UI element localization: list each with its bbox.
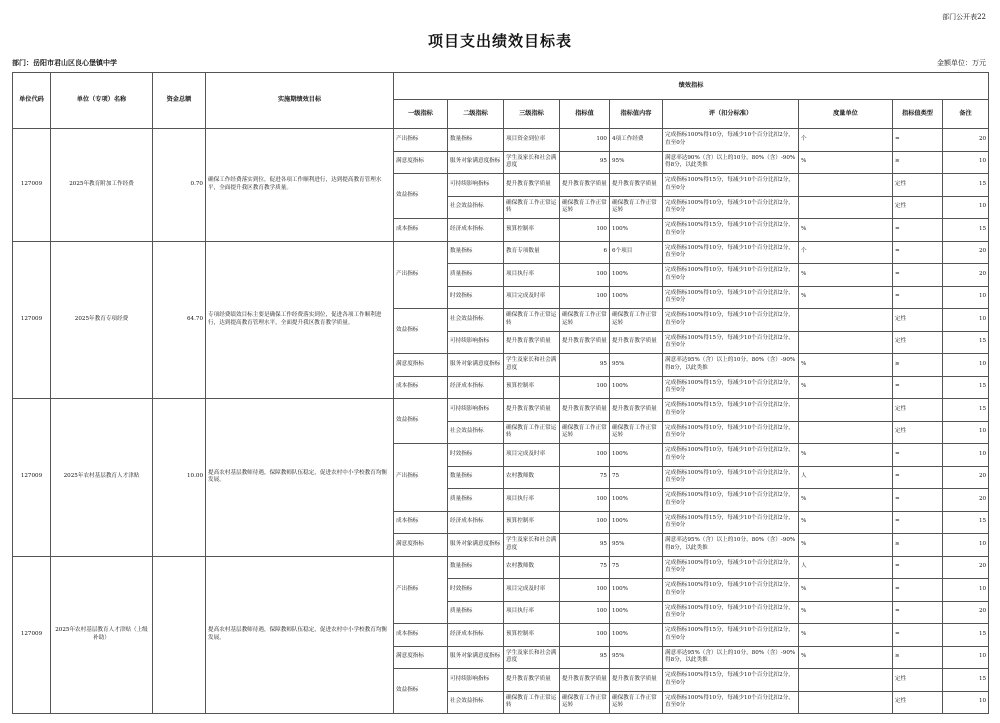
note-score: 15	[943, 331, 989, 354]
indicator-value: 100	[560, 286, 610, 309]
indicator-value: 确保教育工作正常运转	[560, 196, 610, 219]
col-name: 单位（专项）名称	[51, 73, 153, 129]
indicator-value: 提升教育教学质量	[560, 669, 610, 692]
indicator-content: 100%	[610, 579, 663, 602]
value-type: ≥	[893, 151, 943, 174]
level3-indicator: 学生及家长和社会满意度	[504, 151, 560, 174]
indicator-content: 75	[610, 556, 663, 579]
level3-indicator: 确保教育工作正常运转	[504, 309, 560, 332]
note-score: 20	[943, 466, 989, 489]
measure-unit	[799, 174, 893, 197]
value-type: 定性	[893, 399, 943, 422]
level3-indicator: 确保教育工作正常运转	[504, 691, 560, 714]
scoring-standard: 满意率达90%（含）以上的10分，80%（含）-90%得8分，以此类推	[663, 151, 799, 174]
level3-indicator: 提升教育教学质量	[504, 174, 560, 197]
scoring-standard: 完成指标100%得10分，每减少10个百分比扣2分，直至0分	[663, 601, 799, 624]
measure-unit: 个	[799, 241, 893, 264]
value-type: =	[893, 624, 943, 647]
value-type: =	[893, 601, 943, 624]
measure-unit	[799, 691, 893, 714]
indicator-content: 100%	[610, 444, 663, 467]
indicator-value: 提升教育教学质量	[560, 174, 610, 197]
indicator-value: 100	[560, 444, 610, 467]
level2-indicator: 服务对象满意度指标	[448, 151, 504, 174]
col-l2: 二级指标	[448, 100, 504, 129]
indicator-content: 100%	[610, 489, 663, 512]
scoring-standard: 完成指标100%得10分，每减少10个百分比扣2分，直至0分	[663, 196, 799, 219]
level3-indicator: 提升教育教学质量	[504, 331, 560, 354]
note-score: 15	[943, 376, 989, 399]
value-type: ≥	[893, 354, 943, 377]
indicator-content: 确保教育工作正常运转	[610, 196, 663, 219]
measure-unit: %	[799, 151, 893, 174]
indicator-content: 确保教育工作正常运转	[610, 421, 663, 444]
note-score: 20	[943, 129, 989, 152]
level3-indicator: 项目完成及时率	[504, 444, 560, 467]
level1-indicator: 效益指标	[394, 399, 448, 444]
measure-unit: %	[799, 219, 893, 242]
level3-indicator: 项目执行率	[504, 489, 560, 512]
indicator-content: 4项工作经费	[610, 129, 663, 152]
note-score: 20	[943, 489, 989, 512]
indicator-content: 100%	[610, 601, 663, 624]
indicator-content: 确保教育工作正常运转	[610, 691, 663, 714]
indicator-value: 确保教育工作正常运转	[560, 309, 610, 332]
note-score: 10	[943, 534, 989, 557]
note-score: 10	[943, 309, 989, 332]
level2-indicator: 数量指标	[448, 129, 504, 152]
indicator-value: 100	[560, 624, 610, 647]
col-val: 指标值	[560, 100, 610, 129]
scoring-standard: 完成指标100%得10分，每减少10个百分比扣2分，直至0分	[663, 421, 799, 444]
indicator-content: 提升教育教学质量	[610, 174, 663, 197]
level2-indicator: 社会效益指标	[448, 196, 504, 219]
level3-indicator: 学生及家长和社会满意度	[504, 646, 560, 669]
level2-indicator: 社会效益指标	[448, 309, 504, 332]
scoring-standard: 完成指标100%得10分，每减少10个百分比扣2分，直至0分	[663, 466, 799, 489]
scoring-standard: 满意率达95%（含）以上的10分，80%（含）-90%得8分，以此类推	[663, 534, 799, 557]
value-type: ≥	[893, 646, 943, 669]
indicator-content: 100%	[610, 624, 663, 647]
indicator-content: 100%	[610, 264, 663, 287]
indicator-content: 95%	[610, 534, 663, 557]
level1-indicator: 成本指标	[394, 376, 448, 399]
level1-indicator: 成本指标	[394, 219, 448, 242]
level2-indicator: 可持续影响指标	[448, 399, 504, 422]
note-score: 20	[943, 556, 989, 579]
project-goal: 专项经费绩效目标主要是确保工作经费落实到位，促进各项工作顺利进行，达到提高教育管理水平，全面提升我区教育教学质量。	[206, 241, 394, 399]
measure-unit: %	[799, 579, 893, 602]
scoring-standard: 完成指标100%得15分，每减少10个百分比扣2分，直至0分	[663, 624, 799, 647]
indicator-content: 75	[610, 466, 663, 489]
indicator-content: 提升教育教学质量	[610, 331, 663, 354]
measure-unit: %	[799, 264, 893, 287]
value-type: ≥	[893, 534, 943, 557]
value-type: =	[893, 511, 943, 534]
indicator-value: 95	[560, 151, 610, 174]
level3-indicator: 项目执行率	[504, 601, 560, 624]
col-code: 单位代码	[13, 73, 51, 129]
measure-unit	[799, 309, 893, 332]
level2-indicator: 服务对象满意度指标	[448, 354, 504, 377]
level2-indicator: 社会效益指标	[448, 691, 504, 714]
indicator-value: 确保教育工作正常运转	[560, 421, 610, 444]
project-goal: 提高农村基层教师待遇，保障教师队伍稳定，促进农村中小学校教育均衡发展。	[206, 399, 394, 557]
note-score: 20	[943, 601, 989, 624]
note-score: 15	[943, 219, 989, 242]
performance-table	[12, 72, 989, 714]
scoring-standard: 完成指标100%得10分，每减少10个百分比扣2分，直至0分	[663, 129, 799, 152]
level1-indicator: 满意度指标	[394, 534, 448, 557]
level3-indicator: 项目资金到位率	[504, 129, 560, 152]
indicator-value: 75	[560, 466, 610, 489]
scoring-standard: 完成指标100%得10分，每减少10个百分比扣2分，直至0分	[663, 286, 799, 309]
scoring-standard: 完成指标100%得15分，每减少10个百分比扣2分，直至0分	[663, 174, 799, 197]
project-name: 2025年教育附加工作经费	[51, 129, 153, 242]
form-number: 部门公开表22	[942, 13, 986, 21]
level1-indicator: 效益指标	[394, 174, 448, 219]
value-type: =	[893, 376, 943, 399]
measure-unit: 人	[799, 556, 893, 579]
indicator-value: 100	[560, 129, 610, 152]
measure-unit	[799, 399, 893, 422]
level3-indicator: 预算控制率	[504, 624, 560, 647]
level1-indicator: 满意度指标	[394, 646, 448, 669]
value-type: =	[893, 579, 943, 602]
level2-indicator: 可持续影响指标	[448, 331, 504, 354]
level3-indicator: 预算控制率	[504, 376, 560, 399]
level3-indicator: 确保教育工作正常运转	[504, 196, 560, 219]
value-type: =	[893, 444, 943, 467]
level2-indicator: 时效指标	[448, 579, 504, 602]
project-amount: 64.70	[153, 241, 206, 399]
level2-indicator: 时效指标	[448, 444, 504, 467]
level3-indicator: 学生及家长和社会满意度	[504, 354, 560, 377]
level2-indicator: 经济成本指标	[448, 376, 504, 399]
value-type: =	[893, 241, 943, 264]
scoring-standard: 完成指标100%得10分，每减少10个百分比扣2分，直至0分	[663, 241, 799, 264]
scoring-standard: 完成指标100%得10分，每减少10个百分比扣2分，直至0分	[663, 556, 799, 579]
project-amount: 0.70	[153, 129, 206, 242]
measure-unit	[799, 331, 893, 354]
indicator-value: 100	[560, 264, 610, 287]
scoring-standard: 完成指标100%得15分，每减少10个百分比扣2分，直至0分	[663, 331, 799, 354]
measure-unit	[799, 196, 893, 219]
col-vtype: 指标值类型	[893, 100, 943, 129]
indicator-value: 100	[560, 579, 610, 602]
col-l3: 三级指标	[504, 100, 560, 129]
indicator-content: 100%	[610, 511, 663, 534]
value-type: =	[893, 219, 943, 242]
value-type: 定性	[893, 421, 943, 444]
table-row	[13, 556, 989, 579]
value-type: 定性	[893, 309, 943, 332]
scoring-standard: 完成指标100%得10分，每减少10个百分比扣2分，直至0分	[663, 691, 799, 714]
measure-unit: %	[799, 354, 893, 377]
level3-indicator: 确保教育工作正常运转	[504, 421, 560, 444]
indicator-content: 提升教育教学质量	[610, 399, 663, 422]
col-eval: 评（扣分标准）	[663, 100, 799, 129]
value-type: 定性	[893, 331, 943, 354]
indicator-value: 6	[560, 241, 610, 264]
scoring-standard: 完成指标100%得10分，每减少10个百分比扣2分，直至0分	[663, 264, 799, 287]
measure-unit: %	[799, 489, 893, 512]
measure-unit: 人	[799, 466, 893, 489]
level3-indicator: 预算控制率	[504, 511, 560, 534]
project-name: 2025年教育专项经费	[51, 241, 153, 399]
project-goal: 提高农村基层教师待遇，保障教师队伍稳定，促进农村中小学校教育均衡发展。	[206, 556, 394, 714]
value-type: =	[893, 466, 943, 489]
scoring-standard: 完成指标100%得10分，每减少10个百分比扣2分，直至0分	[663, 309, 799, 332]
indicator-value: 100	[560, 489, 610, 512]
level3-indicator: 农村教师数	[504, 466, 560, 489]
indicator-content: 100%	[610, 219, 663, 242]
unit-code: 127009	[13, 556, 51, 714]
indicator-value: 100	[560, 511, 610, 534]
note-score: 10	[943, 421, 989, 444]
level1-indicator: 效益指标	[394, 669, 448, 714]
level2-indicator: 数量指标	[448, 466, 504, 489]
level2-indicator: 质量指标	[448, 264, 504, 287]
indicator-content: 提升教育教学质量	[610, 669, 663, 692]
measure-unit: 个	[799, 129, 893, 152]
value-type: =	[893, 556, 943, 579]
note-score: 15	[943, 399, 989, 422]
measure-unit: %	[799, 444, 893, 467]
measure-unit: %	[799, 376, 893, 399]
value-type: =	[893, 129, 943, 152]
amount-unit-label: 金额单位：万元	[937, 59, 986, 67]
col-amount: 资金总额	[153, 73, 206, 129]
table-row	[13, 129, 989, 152]
indicator-value: 确保教育工作正常运转	[560, 691, 610, 714]
value-type: 定性	[893, 669, 943, 692]
note-score: 15	[943, 174, 989, 197]
note-score: 10	[943, 579, 989, 602]
level2-indicator: 服务对象满意度指标	[448, 646, 504, 669]
value-type: 定性	[893, 691, 943, 714]
level2-indicator: 时效指标	[448, 286, 504, 309]
level1-indicator: 成本指标	[394, 511, 448, 534]
indicator-content: 95%	[610, 354, 663, 377]
col-goal: 实施期绩效目标	[206, 73, 394, 129]
scoring-standard: 完成指标100%得10分，每减少10个百分比扣2分，直至0分	[663, 444, 799, 467]
note-score: 10	[943, 646, 989, 669]
indicator-value: 提升教育教学质量	[560, 399, 610, 422]
level3-indicator: 农村教师数	[504, 556, 560, 579]
scoring-standard: 满意率达95%（含）以上的10分，80%（含）-90%得8分，以此类推	[663, 354, 799, 377]
level1-indicator: 成本指标	[394, 624, 448, 647]
indicator-value: 75	[560, 556, 610, 579]
scoring-standard: 完成指标100%得15分，每减少10个百分比扣2分，直至0分	[663, 511, 799, 534]
indicator-value: 95	[560, 354, 610, 377]
value-type: =	[893, 286, 943, 309]
note-score: 15	[943, 511, 989, 534]
value-type: =	[893, 264, 943, 287]
level3-indicator: 项目完成及时率	[504, 286, 560, 309]
indicator-value: 提升教育教学质量	[560, 331, 610, 354]
measure-unit: %	[799, 646, 893, 669]
note-score: 15	[943, 669, 989, 692]
level2-indicator: 数量指标	[448, 556, 504, 579]
indicator-content: 95%	[610, 646, 663, 669]
level1-indicator: 满意度指标	[394, 354, 448, 377]
indicator-value: 100	[560, 601, 610, 624]
indicator-value: 95	[560, 534, 610, 557]
level1-indicator: 满意度指标	[394, 151, 448, 174]
level3-indicator: 提升教育教学质量	[504, 669, 560, 692]
level2-indicator: 社会效益指标	[448, 421, 504, 444]
level3-indicator: 项目完成及时率	[504, 579, 560, 602]
department-label: 部门：岳阳市君山区良心堡镇中学	[12, 58, 117, 67]
level3-indicator: 预算控制率	[504, 219, 560, 242]
measure-unit: %	[799, 286, 893, 309]
note-score: 10	[943, 691, 989, 714]
col-l1: 一级指标	[394, 100, 448, 129]
indicator-content: 6个项目	[610, 241, 663, 264]
scoring-standard: 完成指标100%得15分，每减少10个百分比扣2分，直至0分	[663, 376, 799, 399]
measure-unit: %	[799, 511, 893, 534]
value-type: 定性	[893, 196, 943, 219]
project-amount	[153, 556, 206, 714]
level2-indicator: 可持续影响指标	[448, 174, 504, 197]
measure-unit: %	[799, 624, 893, 647]
table-row	[13, 241, 989, 264]
level2-indicator: 质量指标	[448, 601, 504, 624]
level2-indicator: 可持续影响指标	[448, 669, 504, 692]
note-score: 10	[943, 444, 989, 467]
project-name: 2025年农村基层教育人才津贴（上级补助）	[51, 556, 153, 714]
note-score: 20	[943, 264, 989, 287]
scoring-standard: 完成指标100%得15分，每减少10个百分比扣2分，直至0分	[663, 399, 799, 422]
unit-code: 127009	[13, 399, 51, 557]
indicator-value: 100	[560, 376, 610, 399]
note-score: 10	[943, 196, 989, 219]
project-amount: 10.00	[153, 399, 206, 557]
measure-unit	[799, 669, 893, 692]
level2-indicator: 经济成本指标	[448, 624, 504, 647]
scoring-standard: 完成指标100%得10分，每减少10个百分比扣2分，直至0分	[663, 489, 799, 512]
scoring-standard: 完成指标100%得10分，每减少10个百分比扣2分，直至0分	[663, 579, 799, 602]
level3-indicator: 项目执行率	[504, 264, 560, 287]
level1-indicator: 效益指标	[394, 309, 448, 354]
project-goal: 确保工作经费落实到位，促进各项工作顺利进行，达到提高教育管理水平，全面提升我区教育教学质量。	[206, 129, 394, 242]
table-row	[13, 399, 989, 422]
level3-indicator: 提升教育教学质量	[504, 399, 560, 422]
project-name: 2025年农村基层教育人才津贴	[51, 399, 153, 557]
value-type: =	[893, 489, 943, 512]
measure-unit: %	[799, 534, 893, 557]
measure-unit	[799, 421, 893, 444]
unit-code: 127009	[13, 129, 51, 242]
indicator-content: 100%	[610, 376, 663, 399]
note-score: 10	[943, 151, 989, 174]
indicator-value: 95	[560, 646, 610, 669]
col-indicators: 绩效指标	[394, 73, 989, 100]
indicator-content: 95%	[610, 151, 663, 174]
level3-indicator: 教育专项数量	[504, 241, 560, 264]
table-body	[13, 129, 989, 714]
col-content: 指标值内容	[610, 100, 663, 129]
scoring-standard: 完成指标100%得15分，每减少10个百分比扣2分，直至0分	[663, 219, 799, 242]
level1-indicator: 产出指标	[394, 444, 448, 512]
note-score: 20	[943, 241, 989, 264]
measure-unit: %	[799, 601, 893, 624]
indicator-content: 100%	[610, 286, 663, 309]
scoring-standard: 完成指标100%得15分，每减少10个百分比扣2分，直至0分	[663, 669, 799, 692]
indicator-value: 100	[560, 219, 610, 242]
indicator-content: 确保教育工作正常运转	[610, 309, 663, 332]
level2-indicator: 经济成本指标	[448, 511, 504, 534]
scoring-standard: 满意率达95%（含）以上的10分，80%（含）-90%得8分，以此类推	[663, 646, 799, 669]
level1-indicator: 产出指标	[394, 129, 448, 152]
note-score: 10	[943, 286, 989, 309]
col-note: 备注	[943, 100, 989, 129]
unit-code: 127009	[13, 241, 51, 399]
page-title: 项目支出绩效目标表	[427, 32, 572, 50]
level2-indicator: 服务对象满意度指标	[448, 534, 504, 557]
level3-indicator: 学生及家长和社会满意度	[504, 534, 560, 557]
col-measure: 度量单位	[799, 100, 893, 129]
level2-indicator: 质量指标	[448, 489, 504, 512]
level2-indicator: 经济成本指标	[448, 219, 504, 242]
value-type: 定性	[893, 174, 943, 197]
level1-indicator: 产出指标	[394, 556, 448, 624]
note-score: 15	[943, 624, 989, 647]
note-score: 10	[943, 354, 989, 377]
level2-indicator: 数量指标	[448, 241, 504, 264]
level1-indicator: 产出指标	[394, 241, 448, 309]
